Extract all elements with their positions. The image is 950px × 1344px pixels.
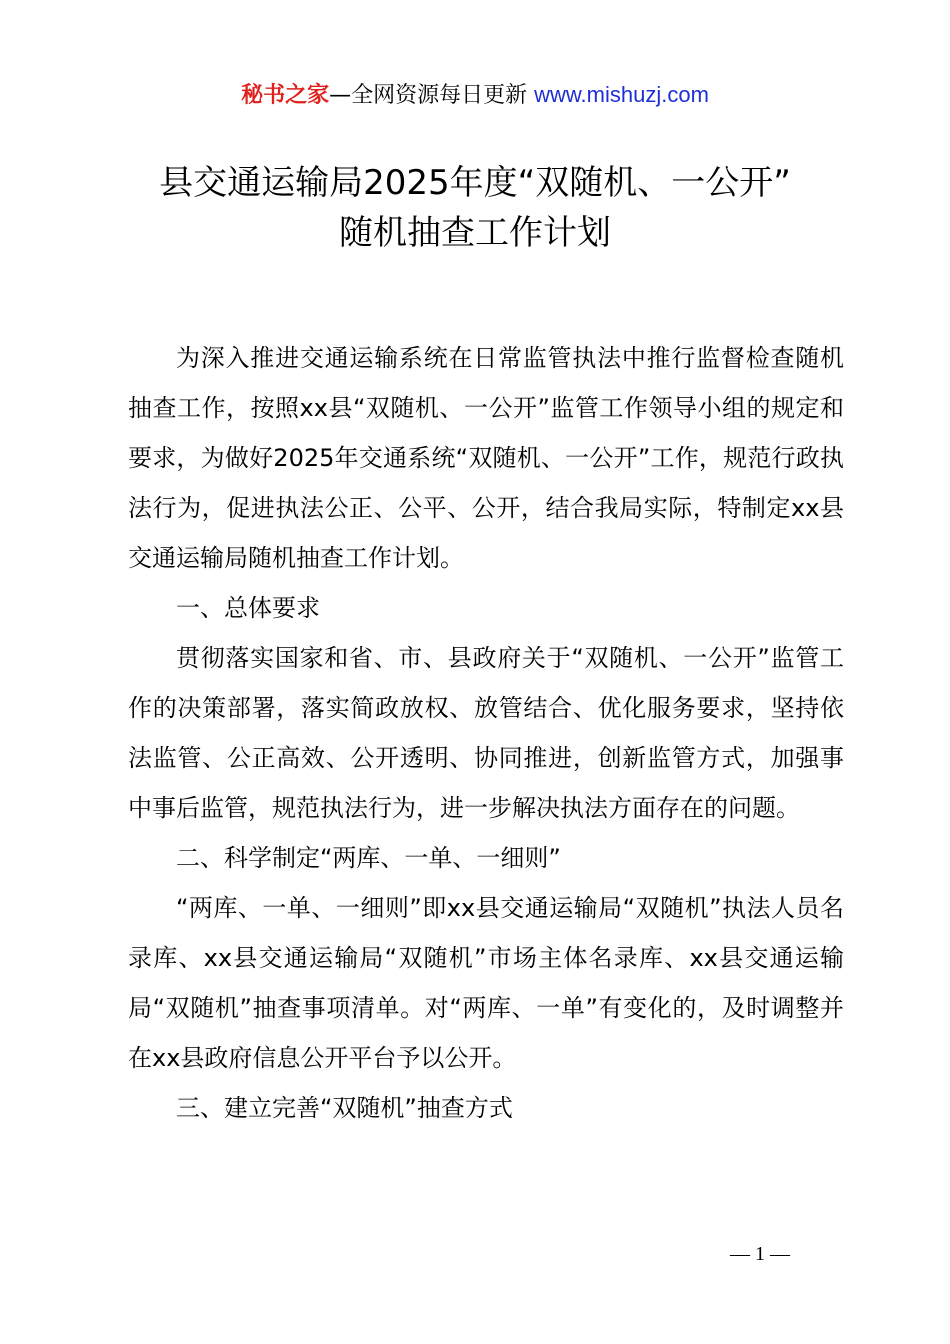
site-tagline: —全网资源每日更新 xyxy=(329,83,528,108)
document-title-line-1: 县交通运输局2025年度“双随机、一公开” xyxy=(159,163,791,203)
intro-paragraph: 为深入推进交通运输系统在日常监管执法中推行监督检查随机抽查工作，按照xx县“双随机、一公开”监管工作领导小组的规定和要求，为做好2025年交通系统“双随机、一公开”工作，规范行政执法行为，促进执法公正、公平、公开，结合我局实际，特制定xx县交通运输局随机抽查工作计划。 xyxy=(128,344,844,572)
document-title xyxy=(0,158,950,258)
section-paragraph-2: “两库、一单、一细则”即xx县交通运输局“双随机”执法人员名录库、xx县交通运输局“双随机”市场主体名录库、xx县交通运输局“双随机”抽查事项清单。对“两库、一单”有变化的，及时调整并在xx县政府信息公开平台予以公开。 xyxy=(128,894,844,1072)
site-brand: 秘书之家 xyxy=(241,83,330,108)
section-paragraph-1: 贯彻落实国家和省、市、县政府关于“双随机、一公开”监管工作的决策部署，落实简政放权、放管结合、优化服务要求，坚持依法监管、公正高效、公开透明、协同推进，创新监管方式，加强事中事后监管，规范执法行为，进一步解决执法方面存在的问题。 xyxy=(128,644,844,822)
section-heading-2: 二、科学制定“两库、一单、一细则” xyxy=(176,844,561,872)
document-title-line-2: 随机抽查工作计划 xyxy=(339,213,611,253)
site-banner xyxy=(0,80,950,111)
site-url-link[interactable]: www.mishuzj.com xyxy=(534,82,709,107)
section-heading-3: 三、建立完善“双随机”抽查方式 xyxy=(176,1094,513,1122)
page-number: — 1 — xyxy=(730,1243,790,1265)
section-heading-1: 一、总体要求 xyxy=(176,594,320,622)
document-body xyxy=(128,333,844,1133)
